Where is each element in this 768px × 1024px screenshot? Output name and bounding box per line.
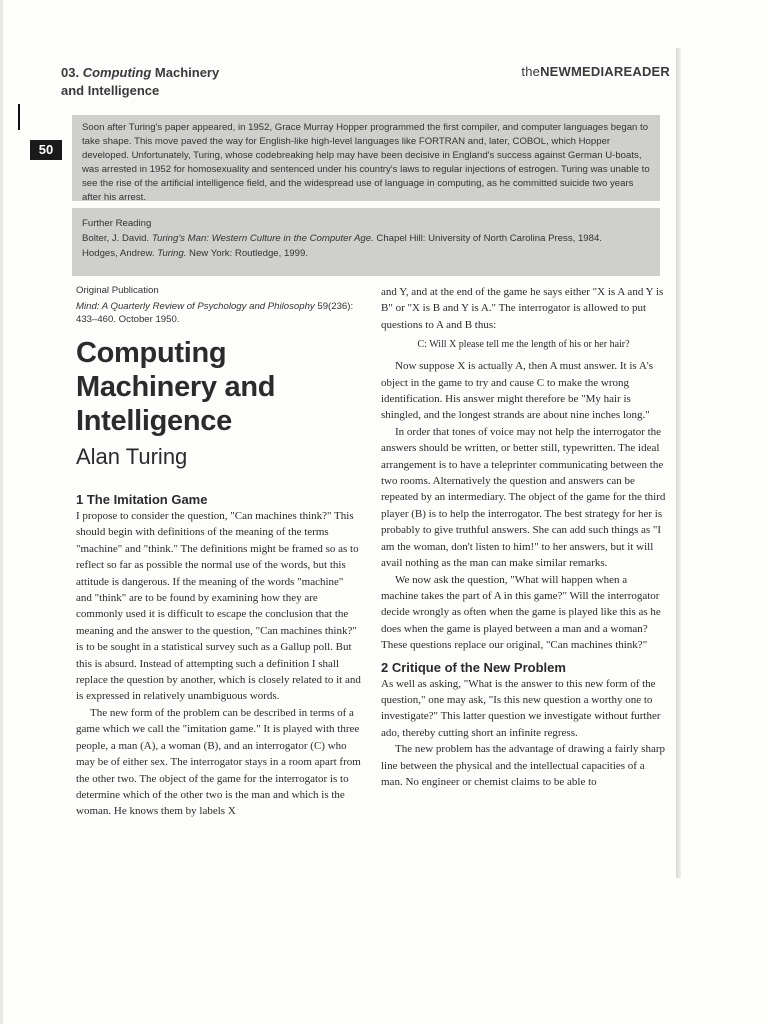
- reference-2-author: Hodges, Andrew.: [82, 248, 155, 259]
- paragraph-3: and Y, and at the end of the game he says either "X is A and Y is B" or "X is B and Y is A." The interrogator is allowed to put questions to A and B thus:: [381, 286, 664, 331]
- reference-1-title: Turing's Man: Western Culture in the Computer Age.: [151, 233, 374, 244]
- paragraph-4: Now suppose X is actually A, then A must answer. It is A's object in the game to try and cause C to make the wrong identification. His answer might therefore be "My hair is shingled, and the longest strands are about nine inches long.": [381, 360, 654, 422]
- scan-edge: [0, 0, 3, 1024]
- article-title-line-3: Intelligence: [76, 405, 232, 437]
- paragraph-7: As well as asking, "What is the answer to this new form of the question," one may ask, "Is this new question a worthy one to investigate?" This latter question we investigate without further ado, thereby cutting short an infinite regress.: [381, 677, 661, 739]
- right-column: [381, 284, 666, 790]
- section-heading-1: 1 The Imitation Game: [76, 492, 208, 507]
- publication-journal: Mind: A Quarterly Review of Psychology and Philosophy: [76, 301, 315, 312]
- paragraph-2: The new form of the problem can be described in terms of a game which we call the "imitation game." It is played with three people, a man (A), a woman (B), and an interrogator (C) who may be of either sex. The interrogator stays in a room apart from the other two. The object of the game for the interrogator is to determine which of the other two is the man and which is the woman. He knows them by labels X: [76, 706, 361, 818]
- left-column: [76, 284, 361, 820]
- article-title: [76, 336, 361, 438]
- reference-1-author: Bolter, J. David.: [82, 233, 150, 244]
- publication-label: Original Publication: [76, 285, 159, 296]
- paragraph-6: We now ask the question, "What will happen when a machine takes the part of A in this game?" Will the interrogator decide wrongly as often when the game is played like this as he does when the game is played between a man and a woman? These questions replace our original, "Can machines think?": [381, 573, 661, 652]
- reference-1: [82, 231, 650, 246]
- chapter-number: 03.: [61, 65, 80, 80]
- margin-mark: [18, 104, 20, 130]
- chapter-title-word-2: Machinery: [154, 65, 220, 80]
- running-header-book: [470, 64, 670, 79]
- paragraph-5: In order that tones of voice may not help the interrogator the answers should be written, or better still, typewritten. The ideal arrangement is to have a teleprinter communicating between the two rooms. Alternatively the question and answers can be repeated by an intermediary. The object of the game for the third player (B) is to help the interrogator. The best strategy for her is probably to give truthful answers. She can add such things as "I am the woman, don't listen to him!" to her answers, but it will avail nothing as the man can make similar remarks.: [381, 425, 666, 570]
- article-title-line-1: Computing: [76, 337, 227, 369]
- book-prefix: the: [521, 64, 541, 79]
- article-title-line-2: Machinery and: [76, 371, 276, 403]
- dialogue-quote: C: Will X please tell me the length of his or her hair?: [417, 339, 630, 351]
- book-name: NEWMEDIAREADER: [540, 64, 670, 79]
- reference-2: [82, 246, 650, 261]
- chapter-title-line-2: and Intelligence: [61, 83, 160, 98]
- paragraph-1: I propose to consider the question, "Can machines think?" This should begin with definitions of the meaning of the terms "machine" and "think." The definitions might be framed so as to reflect so far as possible the normal use of the words, but this attitude is dangerous. If the meaning of the words "machine" and "think" are to be found by examining how they are commonly used it is difficult to escape the conclusion that the meaning and the answer to the question, "Can machines think?" is to be sought in a statistical survey such as a Gallup poll. But this is absurd. Instead of attempting such a definition I shall replace the question by another, which is closely related to it and is expressed in relatively unambiguous words.: [76, 510, 361, 703]
- binding-shadow: [676, 48, 681, 878]
- reference-2-publisher: New York: Routledge, 1999.: [189, 248, 308, 259]
- article-author: Alan Turing: [76, 444, 188, 469]
- bio-box: [72, 115, 660, 201]
- bio-text: Soon after Turing's paper appeared, in 1952, Grace Murray Hopper programmed the first compiler, and computer languages began to take shape. This move paved the way for English-like high-level languages like FORTRAN and, later, COBOL, which Hopper developed. Unfortunately, Turing, whose codebreaking help may have been decisive in England's success against German U-boats, was arrested in 1952 for homosexuality and sentenced under his country's laws to regular injections of estrogen. Turing was unable to see the rise of the artificial intelligence field, and the widespread use of language in computing, as he committed suicide two years after his arrest.: [82, 122, 650, 203]
- further-reading-box: [72, 208, 660, 276]
- publication-details: [76, 300, 361, 326]
- publication-volume: 59(236):: [314, 301, 354, 312]
- publication-pages-date: 433–460. October 1950.: [76, 314, 180, 325]
- page-number: 50: [30, 140, 62, 160]
- paragraph-8: The new problem has the advantage of drawing a fairly sharp line between the physical and the intellectual capacities of a man. No engineer or chemist claims to be able to: [381, 743, 666, 788]
- chapter-title-word-1: Computing: [82, 65, 152, 80]
- section-heading-2: 2 Critique of the New Problem: [381, 659, 566, 675]
- further-reading-label: Further Reading: [82, 218, 152, 229]
- reference-1-publisher: Chapel Hill: University of North Carolina Press, 1984.: [376, 233, 602, 244]
- running-header-chapter: [61, 64, 361, 100]
- reference-2-title: Turing.: [157, 248, 187, 259]
